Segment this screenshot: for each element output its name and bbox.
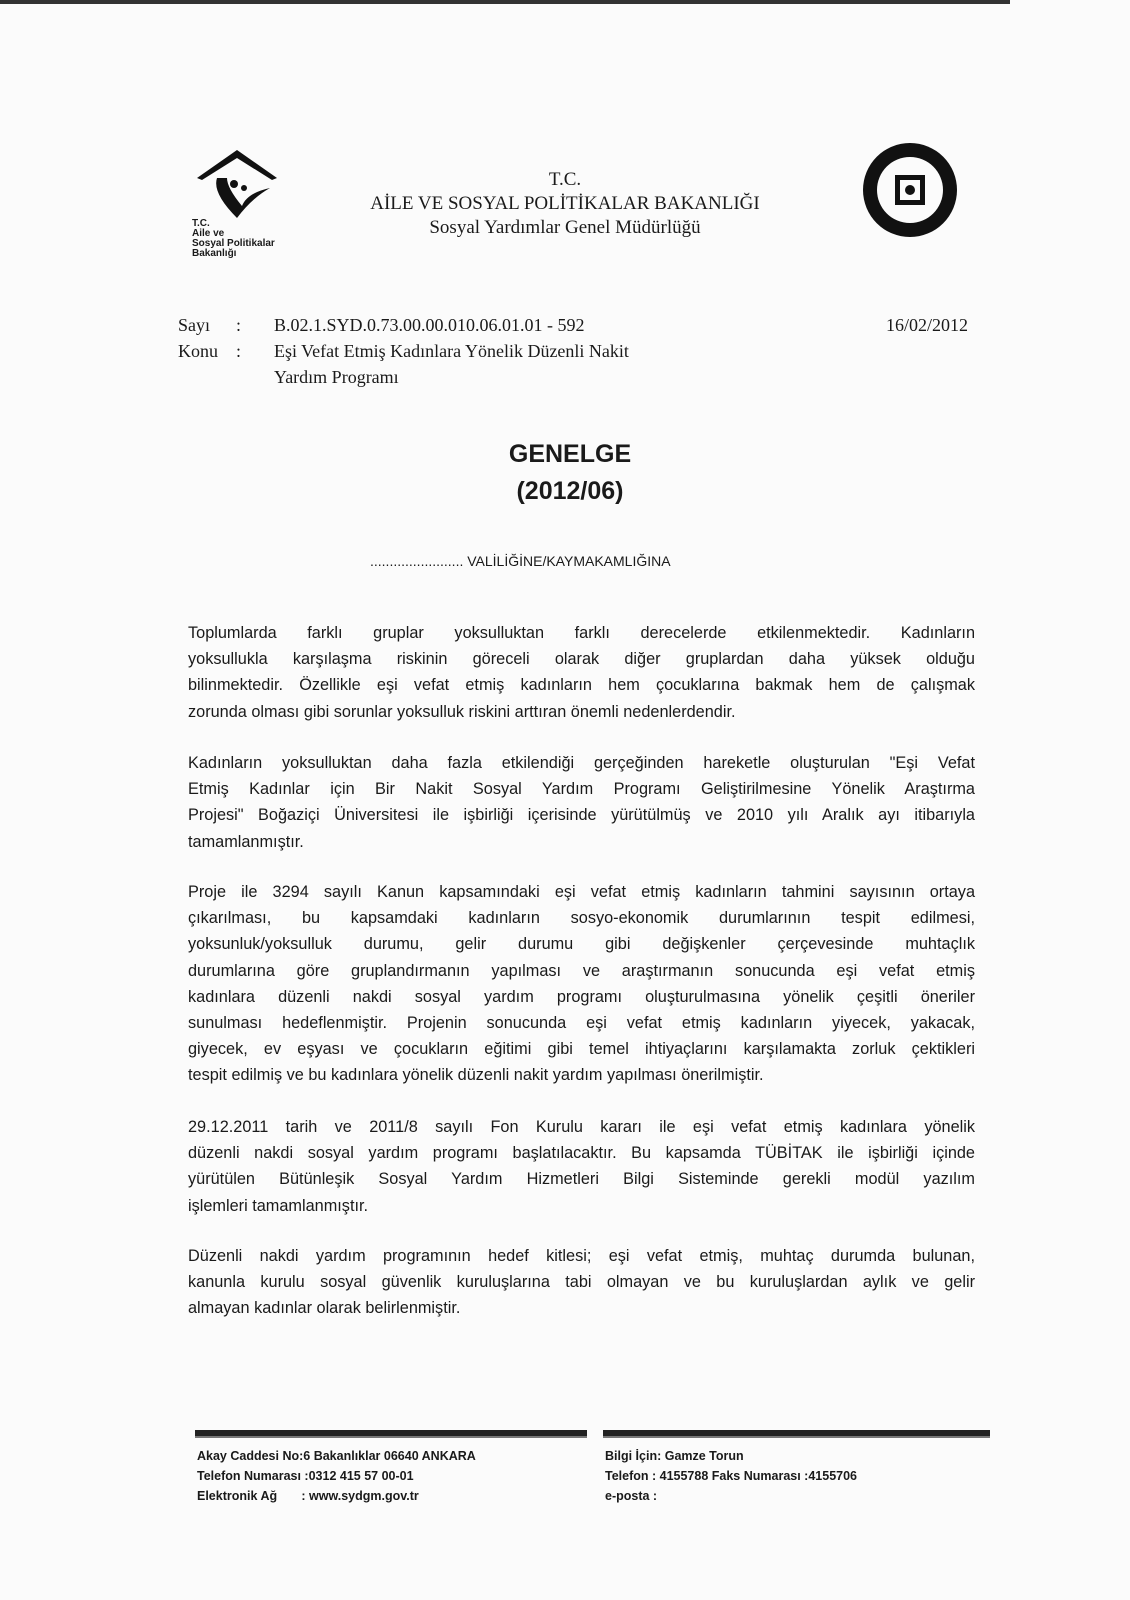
paragraph-line: bilinmektedir. Özellikle eşi vefat etmiş kadınların hem çocuklarına bakmak hem de çalışmak: [188, 676, 975, 695]
paragraph-line: Etmiş Kadınlar için Bir Nakit Sosyal Yardım Programı Geliştirilmesine Yönelik Araştırma: [188, 780, 975, 799]
paragraph-line: çıkarılması, bu kapsamdaki kadınların sosyo-ekonomik durumlarının tespit edilmesi,: [188, 909, 975, 928]
letterhead: [330, 168, 800, 240]
konu-line-2: Yardım Programı: [274, 367, 399, 387]
document-meta: [178, 312, 968, 390]
body-paragraph: [188, 620, 975, 725]
paragraph-line: almayan kadınlar olarak belirlenmiştir.: [188, 1299, 461, 1318]
footer-address: [197, 1446, 476, 1506]
header-tc: T.C.: [548, 169, 582, 190]
sayi-label: Sayı: [178, 315, 211, 335]
body-paragraph: [188, 879, 975, 1089]
paragraph-line: Proje ile 3294 sayılı Kanun kapsamındaki eşi vefat etmiş kadınların tahmini sayısının ortaya: [188, 883, 975, 901]
header-directorate: Sosyal Yardımlar Genel Müdürlüğü: [429, 217, 701, 238]
paragraph-line: sunulması hedeflenmiştir. Projenin sonucunda eşi vefat etmiş kadınların yiyecek, yakacak,: [188, 1014, 975, 1033]
genelge-title: GENELGE: [508, 440, 632, 468]
paragraph-line: yoksullukla karşılaşma riskinin göreceli olarak diğer gruplardan daha yüksek olduğu: [188, 650, 975, 669]
house-family-icon: [192, 148, 282, 218]
directorate-seal: [860, 140, 960, 245]
paragraph-line: Toplumlarda farklı gruplar yoksulluktan farklı derecelerde etkilenmektedir. Kadınların: [188, 624, 975, 642]
addressee: ........................ VALİLİĞİNE/KAYMAKAMLIĞINA: [370, 553, 671, 569]
footer-phone: Telefon Numarası :0312 415 57 00-01: [197, 1469, 414, 1483]
paragraph-line: 29.12.2011 tarih ve 2011/8 sayılı Fon Kurulu kararı ile eşi vefat etmiş kadınlara yönelik: [188, 1118, 975, 1136]
logo-text-1: T.C.: [192, 218, 210, 229]
genelge-number: (2012/06): [516, 477, 624, 505]
paragraph-line: Düzenli nakdi yardım programının hedef kitlesi; eşi vefat etmiş, muhtaç durumda bulunan,: [188, 1247, 975, 1265]
paragraph-line: yürütülen Bütünleşik Sosyal Yardım Hizmetleri Bilgi Sisteminde gerekli modül yazılım: [188, 1170, 975, 1189]
body-paragraph: [188, 1114, 975, 1219]
footer-rule-right: [603, 1430, 990, 1438]
footer-contact-person: Bilgi İçin: Gamze Torun: [605, 1449, 744, 1463]
logo-text-3: Sosyal Politikalar: [192, 238, 275, 249]
paragraph-line: düzenli nakdi sosyal yardım programı başlatılacaktır. Bu kapsamda TÜBİTAK ile işbirliği içinde: [188, 1144, 975, 1163]
paragraph-line: işlemleri tamamlanmıştır.: [188, 1196, 369, 1215]
body-paragraph: [188, 1243, 975, 1322]
paragraph-line: tamamlanmıştır.: [188, 832, 304, 851]
footer-contact-phone: Telefon : 4155788 Faks Numarası :4155706: [605, 1469, 857, 1483]
footer-rule-left: [195, 1430, 587, 1438]
seal-icon: [860, 140, 960, 240]
sayi-colon: :: [236, 315, 242, 335]
document-date: 16/02/2012: [885, 315, 968, 335]
footer-website: Elektronik Ağ : www.sydgm.gov.tr: [197, 1489, 419, 1503]
body-paragraph: [188, 750, 975, 855]
paragraph-line: yoksunluk/yoksulluk durumu, gelir durumu gibi değişkenler çerçevesinde muhtaçlık: [188, 935, 975, 954]
footer-email: e-posta :: [605, 1489, 658, 1503]
paragraph-line: kadınlara düzenli nakdi sosyal yardım programı oluşturulmasına yönelik çeşitli öneriler: [188, 987, 975, 1006]
paragraph-line: Projesi" Boğaziçi Üniversitesi ile işbirliği içerisinde yürütülmüş ve 2010 yılı Aralık ayı itibarıyla: [188, 806, 975, 825]
scan-edge-line: [0, 0, 1010, 4]
logo-text-2: Aile ve: [192, 228, 225, 239]
paragraph-line: kanunla kurulu sosyal güvenlik kuruluşlarına tabi olmayan ve bu kuruluşlardan aylık ve gelir: [188, 1273, 975, 1292]
paragraph-line: tespit edilmiş ve bu kadınlara yönelik düzenli nakit yardım yapılması önerilmiştir.: [188, 1066, 764, 1085]
ministry-logo: [192, 148, 302, 263]
konu-label: Konu: [178, 341, 218, 361]
paragraph-line: durumlarına göre gruplandırmanın yapılması ve araştırmanın sonucunda eşi vefat etmiş: [188, 961, 975, 980]
header-ministry: AİLE VE SOSYAL POLİTİKALAR BAKANLIĞI: [370, 193, 760, 214]
paragraph-line: zorunda olması gibi sorunlar yoksulluk riskini arttıran önemli nedenlerdendir.: [188, 702, 736, 721]
konu-line-1: Eşi Vefat Etmiş Kadınlara Yönelik Düzenli Nakit: [274, 341, 629, 361]
footer-contact: [605, 1446, 857, 1506]
paragraph-line: Kadınların yoksulluktan daha fazla etkilendiği gerçeğinden hareketle oluşturulan "Eşi Vefat: [188, 754, 975, 772]
logo-text-4: Bakanlığı: [192, 248, 237, 259]
sayi-value: B.02.1.SYD.0.73.00.00.010.06.01.01 - 592: [274, 315, 585, 335]
paragraph-line: giyecek, ev eşyası ve çocukların eğitimi gibi temel ihtiyaçlarını karşılamakta zorluk çektikleri: [188, 1040, 975, 1059]
footer-address-line: Akay Caddesi No:6 Bakanlıklar 06640 ANKARA: [197, 1449, 476, 1463]
konu-colon: :: [236, 341, 242, 361]
